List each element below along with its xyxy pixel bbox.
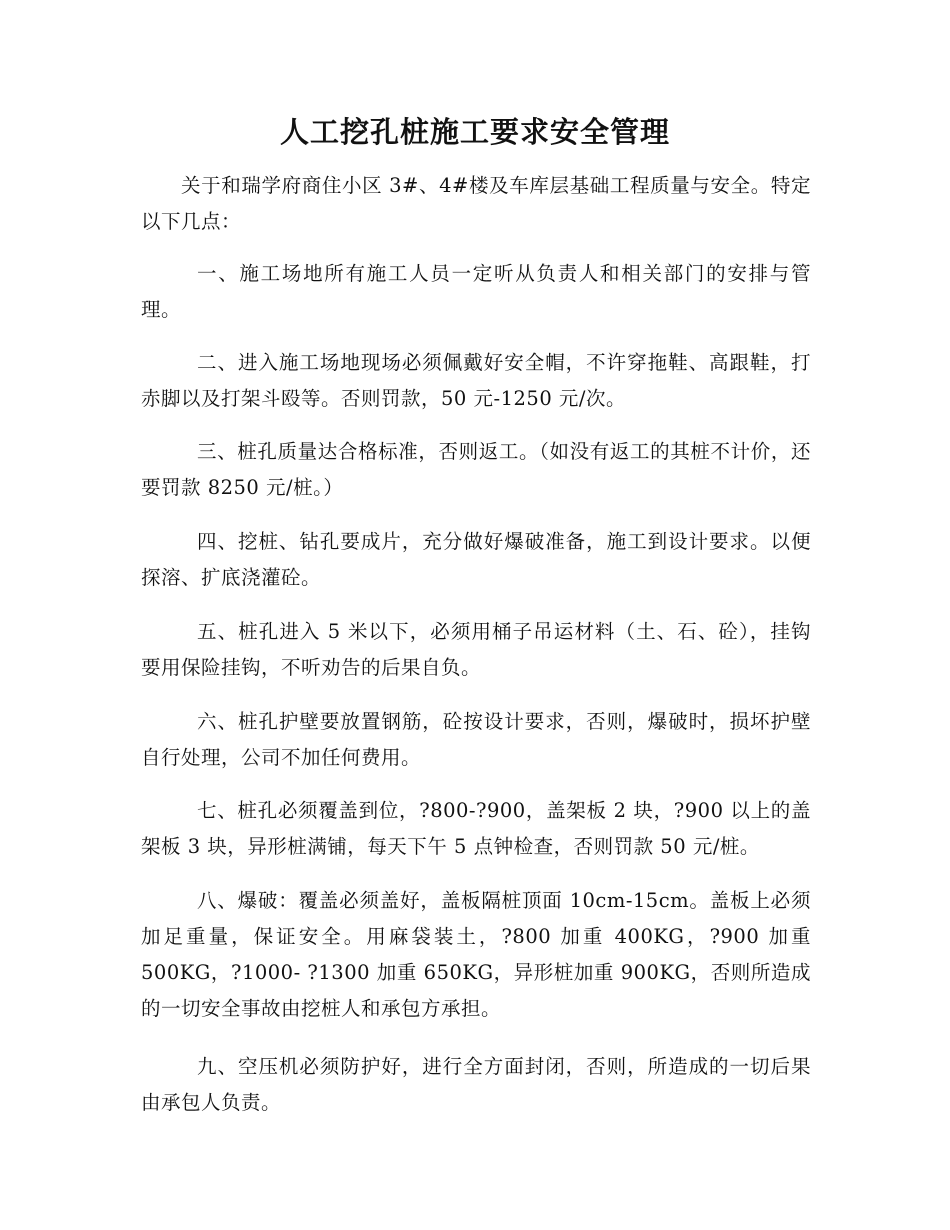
rule-item-2: 二、进入施工场地现场必须佩戴好安全帽，不许穿拖鞋、高跟鞋，打赤脚以及打架斗殴等。否则罚款，50 元-1250 元/次。 bbox=[141, 351, 811, 410]
rule-item-1: 一、施工场地所有施工人员一定听从负责人和相关部门的安排与管理。 bbox=[141, 262, 811, 321]
rule-item-8: 八、爆破：覆盖必须盖好，盖板隔桩顶面 10cm-15cm。盖板上必须加足重量，保证安全。用麻袋装土，?800 加重 400KG，?900 加重 500KG，?1000- ?1300 加重 650KG，异形桩加重 900KG，否则所造成的一切安全事故由挖桩人和承包方承担。 bbox=[141, 889, 811, 1020]
rule-item-7: 七、桩孔必须覆盖到位，?800-?900，盖架板 2 块，?900 以上的盖架板 3 块，异形桩满铺，每天下午 5 点钟检查，否则罚款 50 元/桩。 bbox=[141, 799, 811, 858]
intro-paragraph: 关于和瑞学府商住小区 3#、4#楼及车库层基础工程质量与安全。特定以下几点： bbox=[141, 174, 811, 233]
document-title: 人工挖孔桩施工要求安全管理 bbox=[279, 115, 670, 149]
rule-item-5: 五、桩孔进入 5 米以下，必须用桶子吊运材料（土、石、砼），挂钩要用保险挂钩，不听劝告的后果自负。 bbox=[141, 620, 811, 679]
rule-item-4: 四、挖桩、钻孔要成片，充分做好爆破准备，施工到设计要求。以便探溶、扩底浇灌砼。 bbox=[141, 530, 811, 589]
rule-item-9: 九、空压机必须防护好，进行全方面封闭，否则，所造成的一切后果由承包人负责。 bbox=[141, 1055, 811, 1114]
rule-item-6: 六、桩孔护壁要放置钢筋，砼按设计要求，否则，爆破时，损坏护壁自行处理，公司不加任何费用。 bbox=[141, 710, 811, 769]
rule-item-3: 三、桩孔质量达合格标准，否则返工。（如没有返工的其桩不计价，还要罚款 8250 元/桩。） bbox=[141, 440, 811, 499]
